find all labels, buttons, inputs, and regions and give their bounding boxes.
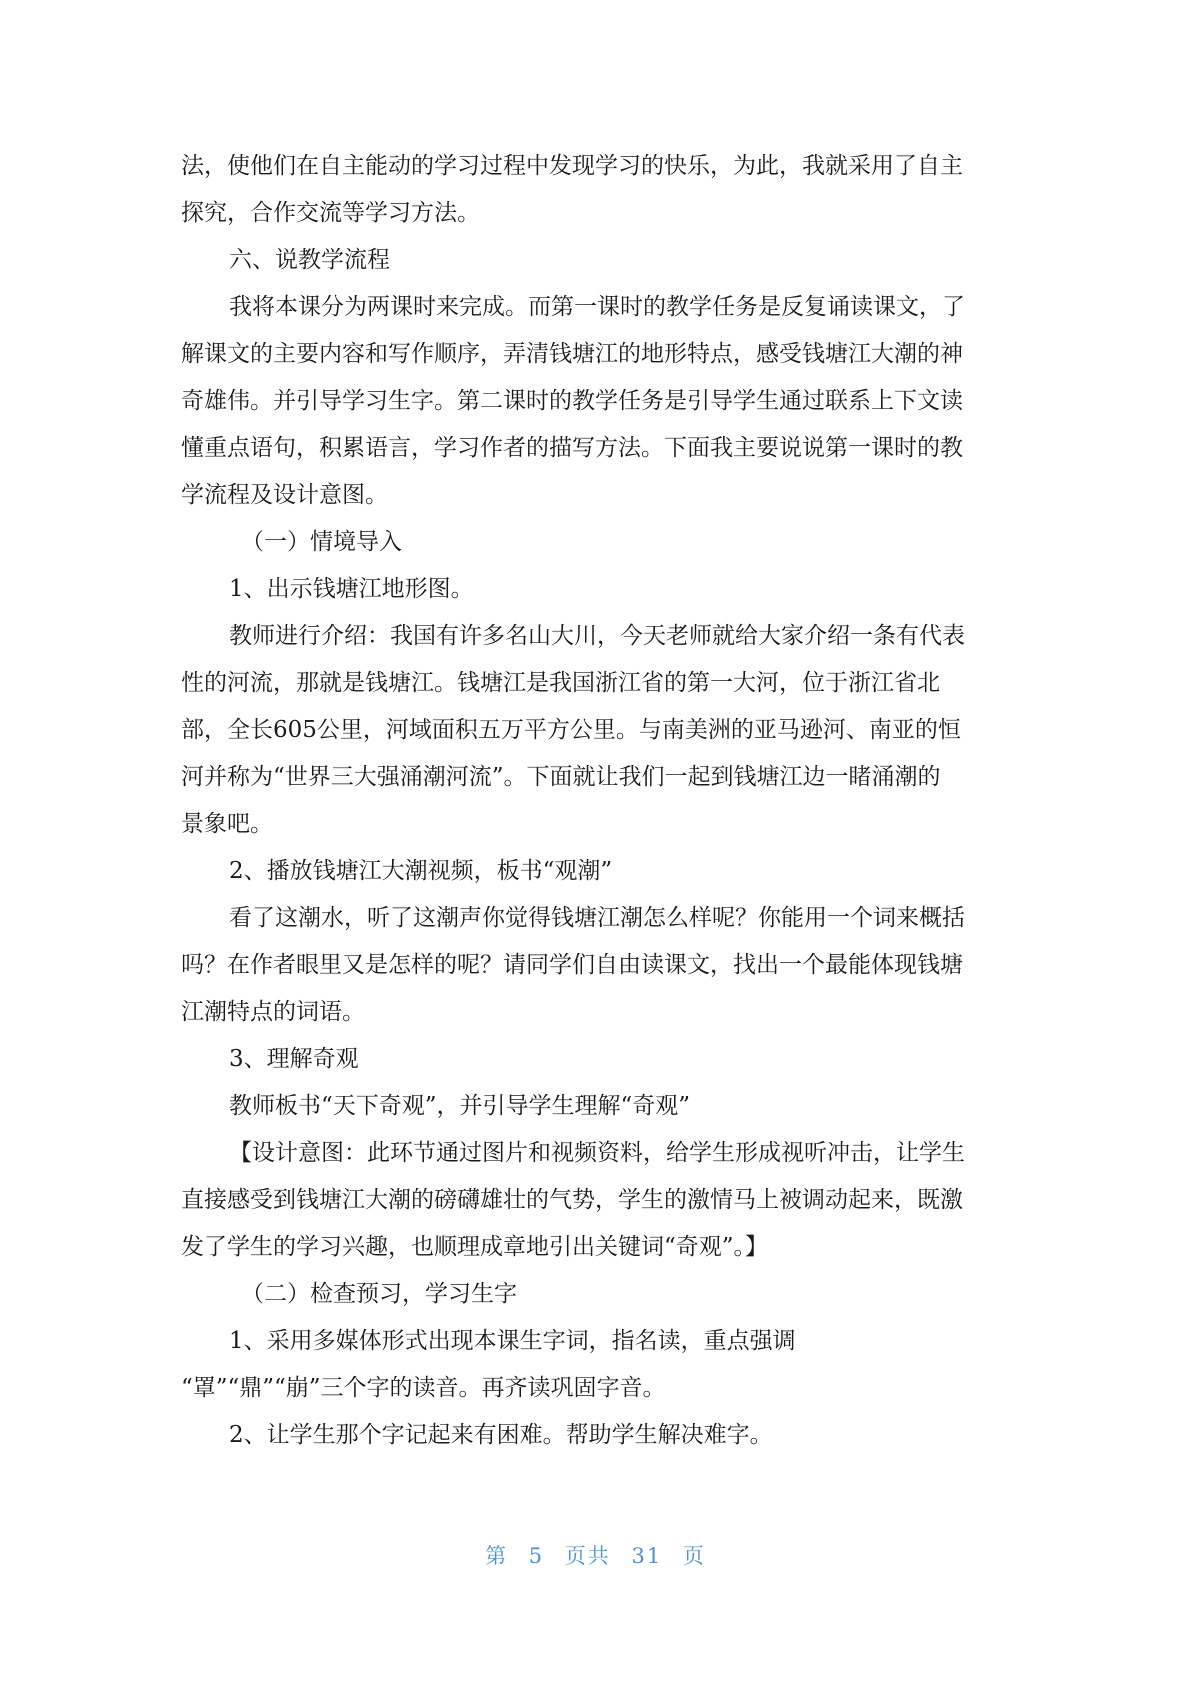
current-page-number: 5 <box>528 1544 545 1568</box>
design-intent-line: 【设计意图：此环节通过图片和视频资料，给学生形成视听冲击，让学生 <box>229 1140 965 1166</box>
section-heading: 六、说教学流程 <box>229 247 390 273</box>
page-footer <box>0 1540 1191 1570</box>
subsection-heading: （一）情境导入 <box>241 529 402 555</box>
paragraph-line: 2、让学生那个字记起来有困难。帮助学生解决难字。 <box>229 1422 773 1448</box>
paragraph-line: 看了这潮水，听了这潮声你觉得钱塘江潮怎么样呢？你能用一个词来概括 <box>229 905 965 931</box>
footer-middle: 页共 <box>564 1544 611 1568</box>
design-intent-line: 发了学生的学习兴趣，也顺理成章地引出关键词“奇观”。】 <box>181 1234 769 1260</box>
paragraph-line: 1、出示钱塘江地形图。 <box>229 576 474 602</box>
paragraph-line: 河并称为“世界三大强涌潮河流”。下面就让我们一起到钱塘江边一睹涌潮的 <box>181 764 941 790</box>
paragraph-line: 1、采用多媒体形式出现本课生字词，指名读，重点强调 <box>229 1328 796 1354</box>
paragraph-line: 2、播放钱塘江大潮视频，板书“观潮” <box>229 858 613 884</box>
design-intent-line: 直接感受到钱塘江大潮的磅礴雄壮的气势，学生的激情马上被调动起来，既激 <box>181 1187 963 1213</box>
paragraph-line: 懂重点语句，积累语言，学习作者的描写方法。下面我主要说说第一课时的教 <box>181 435 963 461</box>
total-page-count: 31 <box>631 1544 663 1568</box>
paragraph-line: 探究，合作交流等学习方法。 <box>181 200 480 226</box>
footer-prefix: 第 <box>485 1544 509 1568</box>
paragraph-line: 吗？在作者眼里又是怎样的呢？请同学们自由读课文，找出一个最能体现钱塘 <box>181 952 963 978</box>
paragraph-line: 奇雄伟。并引导学习生字。第二课时的教学任务是引导学生通过联系上下文读 <box>181 388 963 414</box>
paragraph-line: 学流程及设计意图。 <box>181 482 388 508</box>
paragraph-line: 教师板书“天下奇观”，并引导学生理解“奇观” <box>229 1093 691 1119</box>
paragraph-line: 部，全长605公里，河域面积五万平方公里。与南美洲的亚马逊河、南亚的恒 <box>181 717 961 743</box>
paragraph-line: 我将本课分为两课时来完成。而第一课时的教学任务是反复诵读课文，了 <box>229 294 965 320</box>
paragraph-line: 性的河流，那就是钱塘江。钱塘江是我国浙江省的第一大河，位于浙江省北 <box>181 670 940 696</box>
paragraph-line: 法，使他们在自主能动的学习过程中发现学习的快乐，为此，我就采用了自主 <box>181 153 963 179</box>
paragraph-line: 解课文的主要内容和写作顺序，弄清钱塘江的地形特点，感受钱塘江大潮的神 <box>181 341 963 367</box>
paragraph-line: “罩”“鼎”“崩”三个字的读音。再齐读巩固字音。 <box>181 1375 666 1401</box>
paragraph-line: 景象吧。 <box>181 811 273 837</box>
paragraph-line: 江潮特点的词语。 <box>181 999 365 1025</box>
body-text <box>181 143 1005 1459</box>
subsection-heading: （二）检查预习，学习生字 <box>241 1281 517 1307</box>
footer-suffix: 页 <box>682 1544 706 1568</box>
paragraph-line: 3、理解奇观 <box>229 1046 359 1072</box>
paragraph-line: 教师进行介绍：我国有许多名山大川，今天老师就给大家介绍一条有代表 <box>229 623 965 649</box>
